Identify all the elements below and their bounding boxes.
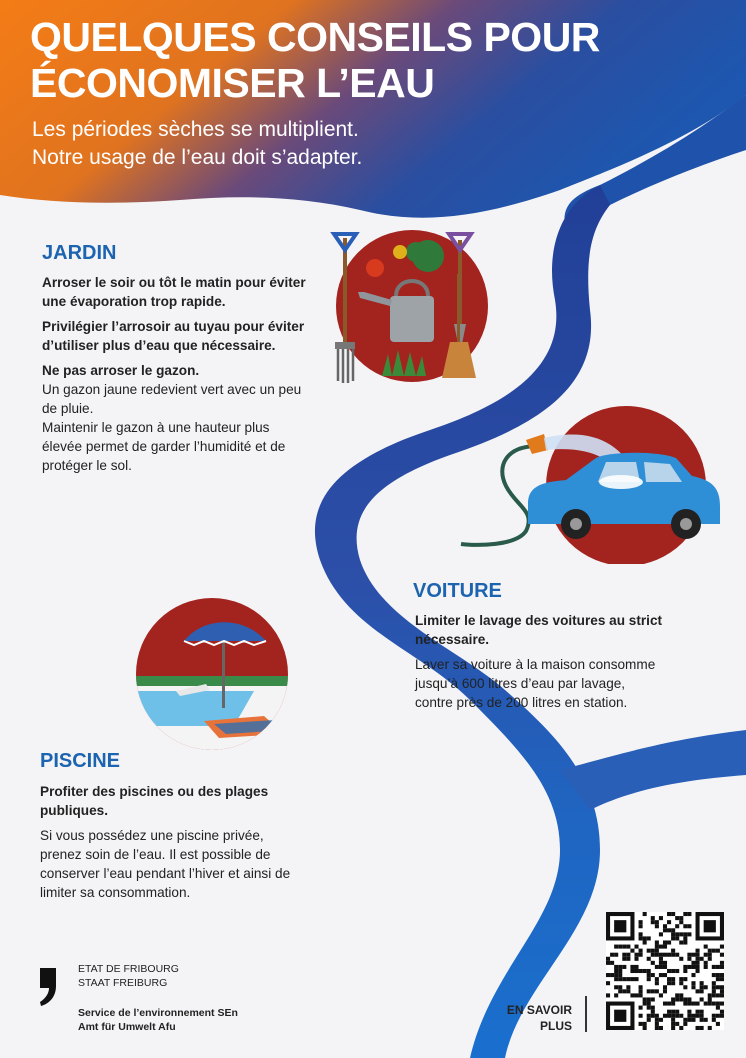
footer-divider — [585, 996, 587, 1032]
jardin-heading: JARDIN — [42, 242, 117, 264]
page-subtitle — [32, 116, 672, 172]
title-line-1: QUELQUES CONSEILS POUR — [30, 14, 600, 60]
more-info-label — [480, 1002, 572, 1034]
voiture-text — [415, 611, 665, 718]
jardin-tip-2: Privilégier l’arrosoir au tuyau pour éviter d’utiliser plus d’eau que nécessaire. — [42, 319, 305, 353]
jardin-tip-3-text-2: Maintenir le gazon à une hauteur plus élevée permet de garder l’humidité et de protéger le sol. — [42, 420, 286, 473]
car-wash-illustration — [456, 406, 724, 564]
jardin-tip-3-text-1: Un gazon jaune redevient vert avec un peu de pluie. — [42, 382, 302, 416]
voiture-tip-title: Limiter le lavage des voitures au strict nécessaire. — [415, 613, 663, 647]
pool-parasol-illustration — [134, 596, 290, 752]
org-line-2: STAAT FREIBURG — [78, 977, 168, 989]
voiture-heading: VOITURE — [413, 580, 502, 602]
piscine-text — [40, 782, 300, 908]
garden-tools-illustration — [330, 226, 490, 388]
voiture-tip-text: Laver sa voiture à la maison consomme jusqu’à 600 litres d’eau par lavage, contre près de 200 litres en station. — [415, 657, 656, 710]
subtitle-line-2: Notre usage de l’eau doit s’adapter. — [32, 146, 363, 169]
jardin-text — [42, 273, 312, 481]
org-name — [78, 962, 179, 990]
service-line-1: Service de l’environnement SEn — [78, 1007, 238, 1019]
page-title — [30, 14, 730, 106]
subtitle-line-1: Les périodes sèches se multiplient. — [32, 118, 359, 141]
org-line-1: ETAT DE FRIBOURG — [78, 963, 179, 975]
service-line-2: Amt für Umwelt Afu — [78, 1021, 176, 1033]
jardin-tip-3-title: Ne pas arroser le gazon. — [42, 363, 200, 378]
title-line-2: ÉCONOMISER L’EAU — [30, 60, 435, 106]
qr-code[interactable] — [606, 912, 724, 1030]
more-line-2: PLUS — [539, 1019, 572, 1033]
piscine-tip-title: Profiter des piscines ou des plages publiques. — [40, 784, 269, 818]
more-line-1: EN SAVOIR — [506, 1003, 572, 1017]
fribourg-logo — [38, 964, 60, 1008]
piscine-heading: PISCINE — [40, 750, 121, 772]
jardin-tip-1: Arroser le soir ou tôt le matin pour éviter une évaporation trop rapide. — [42, 275, 306, 309]
piscine-tip-text: Si vous possédez une piscine privée, prenez soin de l’eau. Il est possible de conserver l’eau pendant l’hiver et ainsi de limiter sa consommation. — [40, 828, 291, 900]
service-name — [78, 1006, 238, 1034]
river-branch — [560, 730, 746, 810]
